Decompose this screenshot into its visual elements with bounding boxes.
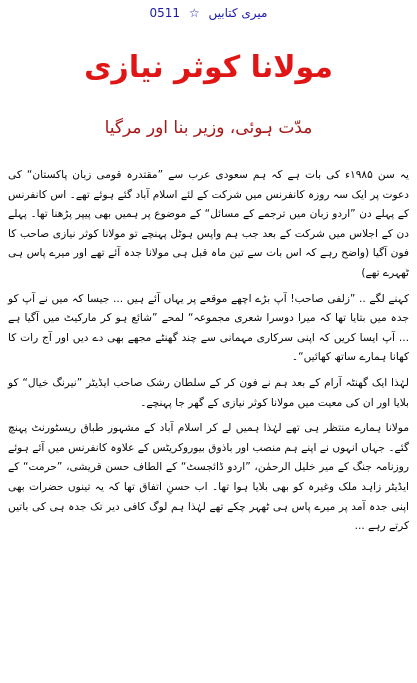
paragraph-3: لہٰذا ایک گھنٹہ آرام کے بعد ہم نے فون کر کے سلطان رشک صاحب ایڈیٹر ”نیرنگ خیال“ کو بلایا اور ان کی معیت میں مولانا کوثر نیازی کے گھر جا پہنچے۔ [8, 376, 409, 409]
star-icon: ☆ [188, 6, 200, 20]
page-title: مولانا کوثر نیازی [84, 50, 333, 85]
page-header [0, 6, 417, 20]
article-body [8, 166, 409, 537]
paragraph-2: کہنے لگے .. ”زلفی صاحب! آپ بڑے اچھے موقعے پر یہاں آئے ہیں ... جیسا کہ میں نے آپ کو جدہ میں بتایا تھا کہ میرا دوسرا شعری مجموعہ“ لمحے ”شائع ہو کر مارکیٹ میں آگیا ہے ... آپ ایسا کریں کہ اپنی سرکاری مہمانی سے چند گھنٹے مجھے بھی دے دیں اور آج رات کا کھانا ہمارے ساتھ کھائیں“۔ [8, 292, 409, 364]
paragraph-4: مولانا ہمارے منتظر ہی تھے لہٰذا ہمیں لے کر اسلام آباد کے مشہور طباق ریسٹورنٹ پہنچ گئے۔ جہاں انہوں نے اپنے ہم منصب اور باذوق بیوروکریٹس کے علاوہ کانفرنس میں آئے ہوئے روزنامہ جنگ کے میر خلیل الرحمٰن، ”اردو ڈائجسٹ“ کے الطاف حسن قریشی، ”حرمت“ کے ایڈیٹر زاہد ملک وغیرہ کو بھی بلایا ہوا تھا۔ اب حسنِ اتفاق تھا کہ یہ تینوں حضرات بھی اپنی جدہ آمد پر میرے پاس ہی ٹھہر چکے تھے لہٰذا ہم لوگ کافی دیر تک جدہ ہی کی باتیں کرتے رہے ... [8, 422, 409, 533]
book-number: 0511 [149, 6, 181, 20]
book-label: میری کتابیں [208, 6, 268, 20]
paragraph-1: یہ سن ۱۹۸۵ء کی بات ہے کہ ہم سعودی عرب سے ”مقتدرہ قومی زبان پاکستان“ کی دعوت پر ایک سہ روزہ کانفرنس میں شرکت کے لئے اسلام آباد گئے ہوئے تھے۔ اس کانفرنس کے پہلے دن ”اردو زبان میں ترجمے کے مسائل“ کے موضوع پر ہمیں بھی پیپر پڑھنا تھا۔ پہلے دن کے اجلاس میں شرکت کے بعد جب ہم واپس ہوٹل پہنچے تو مولانا کوثر نیازی صاحب کا فون آگیا (واضح رہے کہ اس بات سے تین ماہ قبل ہی مولانا جدہ آئے تھے اور میرے پاس ہی ٹھہرے تھے) [8, 169, 409, 279]
page-subtitle: مدّت ہوئی، وزیر بنا اور مرگیا [104, 118, 313, 138]
